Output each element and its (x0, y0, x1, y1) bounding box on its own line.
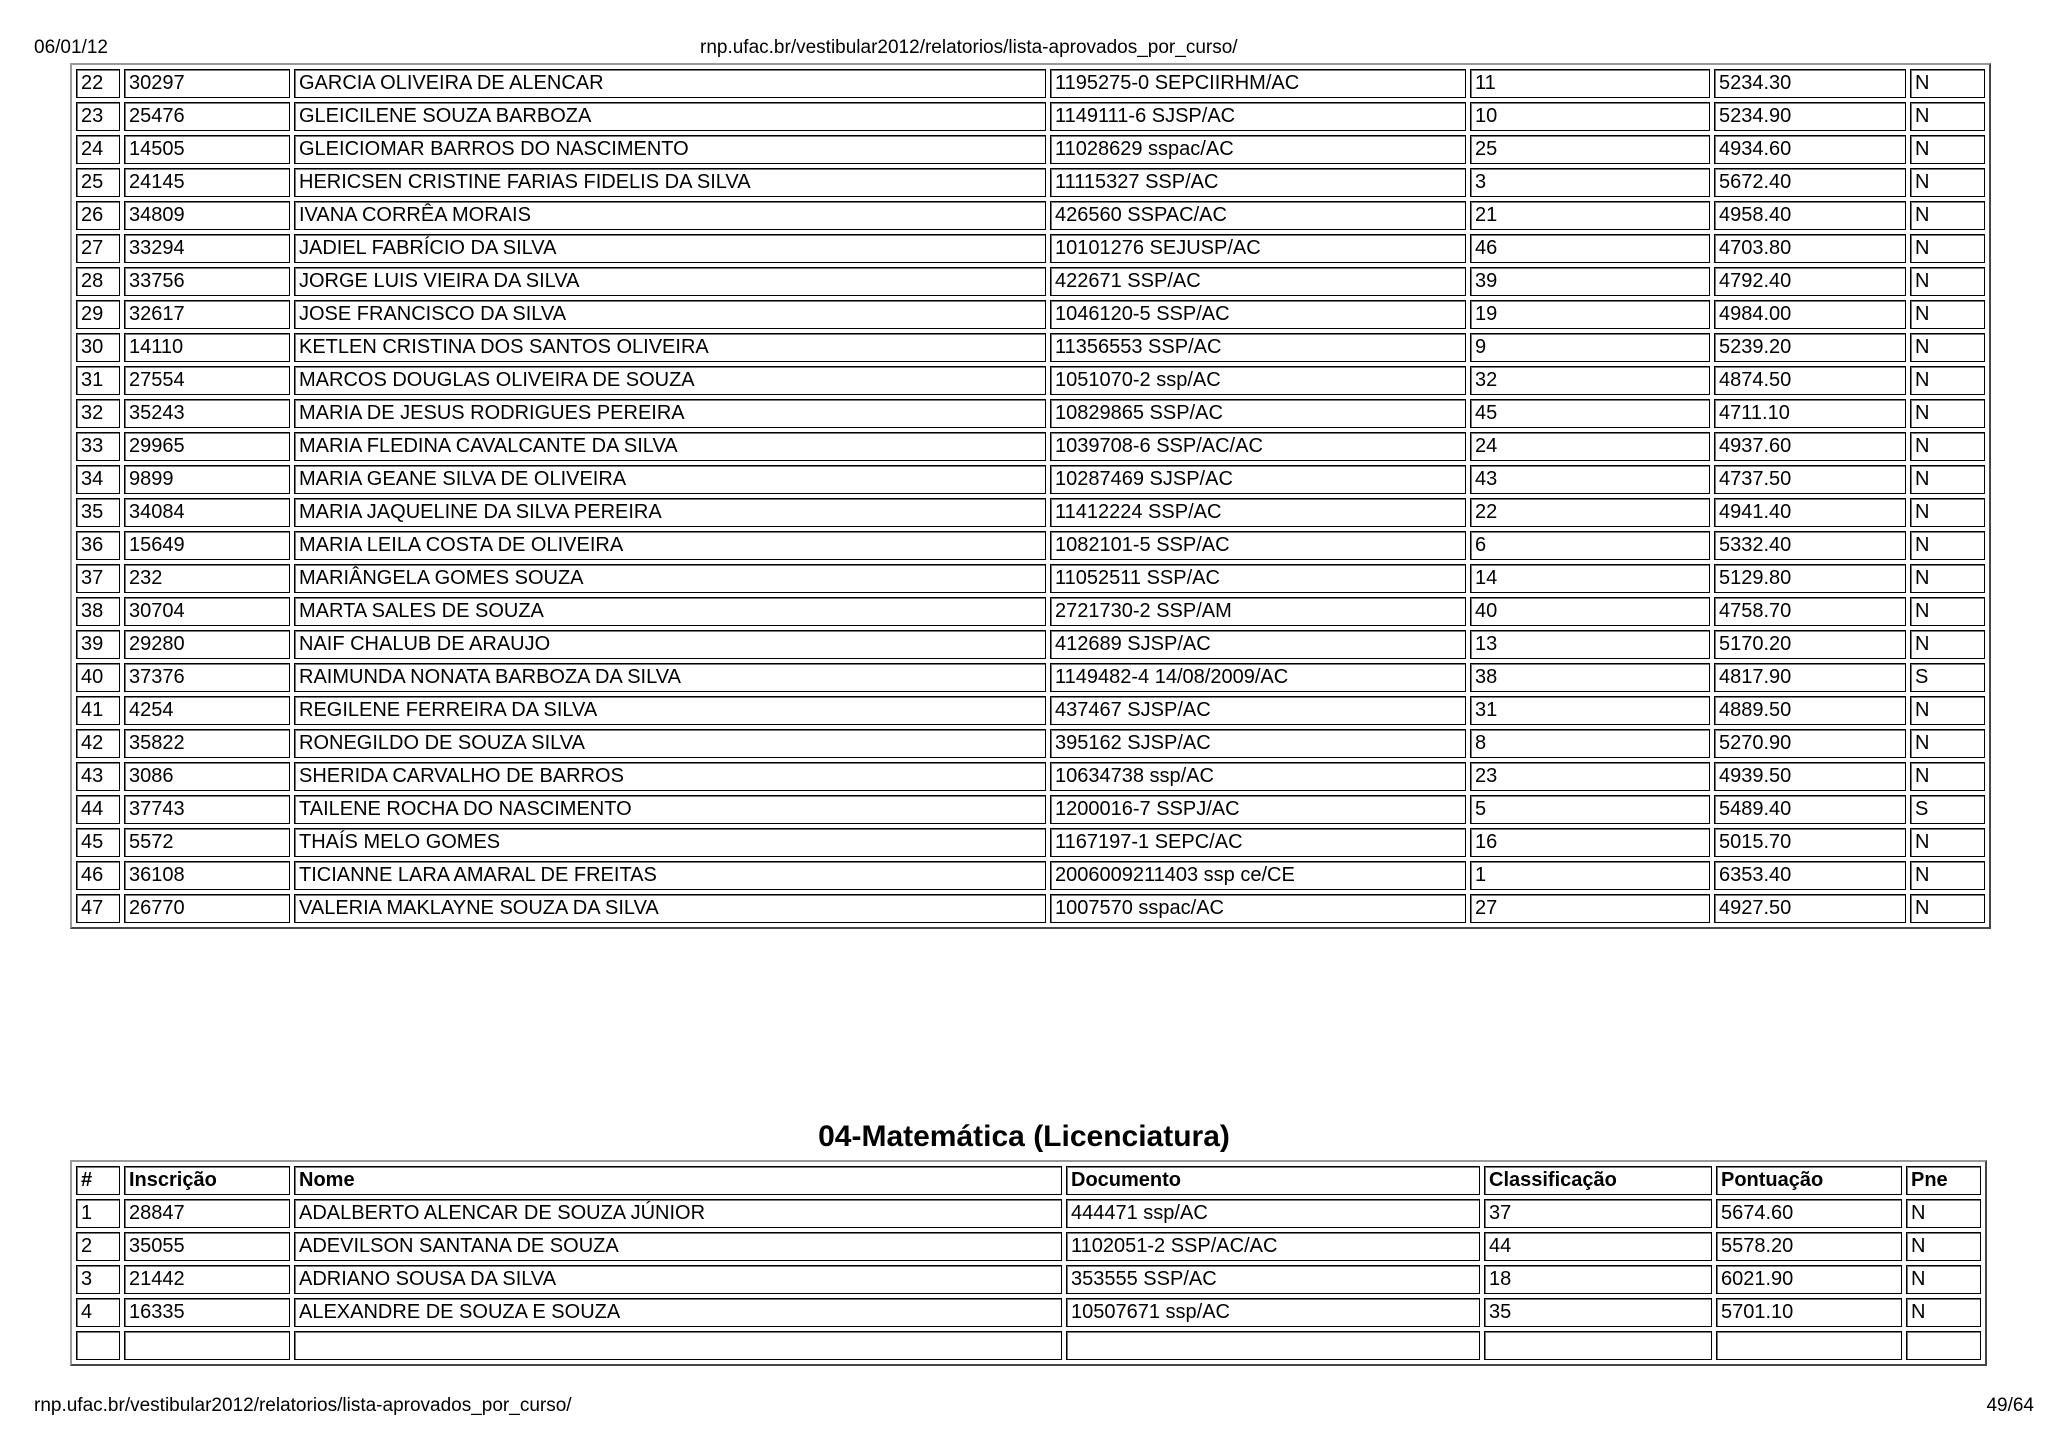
cell-pne: N (1910, 366, 1985, 395)
cell-pontuacao: 4889.50 (1714, 696, 1906, 725)
cell-documento: 395162 SJSP/AC (1050, 729, 1466, 758)
cell-empty (1066, 1331, 1480, 1360)
print-date: 06/01/12 (34, 37, 108, 58)
cell-pne: N (1910, 894, 1985, 923)
table-row (76, 498, 1985, 527)
cell-pne: N (1910, 630, 1985, 659)
cell-pne: N (1910, 267, 1985, 296)
cell-pontuacao: 5701.10 (1716, 1298, 1902, 1327)
cell-inscricao: 35243 (124, 399, 290, 428)
cell-pontuacao: 5234.30 (1714, 69, 1906, 98)
cell-documento: 1200016-7 SSPJ/AC (1050, 795, 1466, 824)
table-row (76, 663, 1985, 692)
cell-pontuacao: 5489.40 (1714, 795, 1906, 824)
cell-number: 1 (76, 1199, 120, 1228)
cell-pne: N (1910, 234, 1985, 263)
cell-inscricao: 24145 (124, 168, 290, 197)
cell-number: 2 (76, 1232, 120, 1261)
cell-nome: MARIA DE JESUS RODRIGUES PEREIRA (294, 399, 1046, 428)
cell-classificacao: 35 (1484, 1298, 1712, 1327)
cell-pne: N (1910, 762, 1985, 791)
cell-documento: 353555 SSP/AC (1066, 1265, 1480, 1294)
cell-documento: 1007570 sspac/AC (1050, 894, 1466, 923)
cell-nome: NAIF CHALUB DE ARAUJO (294, 630, 1046, 659)
cell-pontuacao: 4874.50 (1714, 366, 1906, 395)
table-row (76, 1232, 1981, 1261)
cell-pne: N (1910, 102, 1985, 131)
cell-pne: N (1910, 861, 1985, 890)
cell-nome: TICIANNE LARA AMARAL DE FREITAS (294, 861, 1046, 890)
cell-documento: 10829865 SSP/AC (1050, 399, 1466, 428)
cell-nome: GLEICILENE SOUZA BARBOZA (294, 102, 1046, 131)
cell-inscricao: 26770 (124, 894, 290, 923)
table-row (76, 366, 1985, 395)
cell-nome: GLEICIOMAR BARROS DO NASCIMENTO (294, 135, 1046, 164)
table-row (76, 267, 1985, 296)
cell-pontuacao: 4703.80 (1714, 234, 1906, 263)
cell-pne: N (1910, 300, 1985, 329)
table-row (76, 795, 1985, 824)
table-row (76, 828, 1985, 857)
cell-nome: IVANA CORRÊA MORAIS (294, 201, 1046, 230)
cell-empty (1484, 1331, 1712, 1360)
cell-pne: N (1910, 597, 1985, 626)
cell-pontuacao: 5332.40 (1714, 531, 1906, 560)
cell-number: 25 (76, 168, 120, 197)
cell-inscricao: 30297 (124, 69, 290, 98)
cell-nome: MARIA JAQUELINE DA SILVA PEREIRA (294, 498, 1046, 527)
cell-number: 24 (76, 135, 120, 164)
cell-number: 45 (76, 828, 120, 857)
cell-number: 47 (76, 894, 120, 923)
cell-number: 30 (76, 333, 120, 362)
cell-classificacao: 38 (1470, 663, 1710, 692)
cell-number: 44 (76, 795, 120, 824)
col-header-pne: Pne (1906, 1166, 1981, 1195)
cell-documento: 1082101-5 SSP/AC (1050, 531, 1466, 560)
cell-pontuacao: 5015.70 (1714, 828, 1906, 857)
cell-classificacao: 25 (1470, 135, 1710, 164)
cell-number: 36 (76, 531, 120, 560)
cell-pne: N (1910, 696, 1985, 725)
cell-inscricao: 4254 (124, 696, 290, 725)
cell-classificacao: 8 (1470, 729, 1710, 758)
cell-pne: N (1910, 168, 1985, 197)
cell-pontuacao: 5239.20 (1714, 333, 1906, 362)
cell-inscricao: 21442 (124, 1265, 290, 1294)
table-row (76, 1199, 1981, 1228)
cell-empty (1906, 1331, 1981, 1360)
cell-pne: N (1910, 201, 1985, 230)
cell-documento: 437467 SJSP/AC (1050, 696, 1466, 725)
cell-pontuacao: 5674.60 (1716, 1199, 1902, 1228)
cell-number: 28 (76, 267, 120, 296)
cell-classificacao: 31 (1470, 696, 1710, 725)
cell-number: 40 (76, 663, 120, 692)
cell-classificacao: 22 (1470, 498, 1710, 527)
cell-inscricao: 232 (124, 564, 290, 593)
cell-pontuacao: 5129.80 (1714, 564, 1906, 593)
cell-inscricao: 9899 (124, 465, 290, 494)
cell-inscricao: 14505 (124, 135, 290, 164)
table-row (76, 531, 1985, 560)
cell-inscricao: 34084 (124, 498, 290, 527)
table-row (76, 69, 1985, 98)
cell-classificacao: 6 (1470, 531, 1710, 560)
cell-number: 29 (76, 300, 120, 329)
cell-empty (294, 1331, 1062, 1360)
cell-number: 42 (76, 729, 120, 758)
cell-pontuacao: 5170.20 (1714, 630, 1906, 659)
cell-classificacao: 5 (1470, 795, 1710, 824)
col-header-nome: Nome (294, 1166, 1062, 1195)
cell-nome: ADALBERTO ALENCAR DE SOUZA JÚNIOR (294, 1199, 1062, 1228)
cell-pne: S (1910, 663, 1985, 692)
table-row (76, 300, 1985, 329)
cell-empty (1716, 1331, 1902, 1360)
table-row (76, 432, 1985, 461)
cell-pontuacao: 5578.20 (1716, 1232, 1902, 1261)
cell-inscricao: 25476 (124, 102, 290, 131)
cell-pontuacao: 5672.40 (1714, 168, 1906, 197)
cell-nome: GARCIA OLIVEIRA DE ALENCAR (294, 69, 1046, 98)
cell-nome: MARCOS DOUGLAS OLIVEIRA DE SOUZA (294, 366, 1046, 395)
col-header-pontuacao: Pontuação (1716, 1166, 1902, 1195)
cell-pontuacao: 4758.70 (1714, 597, 1906, 626)
cell-number: 41 (76, 696, 120, 725)
cell-classificacao: 37 (1484, 1199, 1712, 1228)
cell-documento: 2721730-2 SSP/AM (1050, 597, 1466, 626)
col-header-classificacao: Classificação (1484, 1166, 1712, 1195)
cell-pne: N (1910, 399, 1985, 428)
print-url-footer: rnp.ufac.br/vestibular2012/relatorios/lista-aprovados_por_curso/ (34, 1395, 572, 1416)
cell-pne: N (1906, 1298, 1981, 1327)
cell-nome: SHERIDA CARVALHO DE BARROS (294, 762, 1046, 791)
cell-classificacao: 13 (1470, 630, 1710, 659)
table-row (76, 234, 1985, 263)
cell-number: 32 (76, 399, 120, 428)
print-url-header: rnp.ufac.br/vestibular2012/relatorios/lista-aprovados_por_curso/ (700, 37, 1238, 58)
cell-pontuacao: 4817.90 (1714, 663, 1906, 692)
cell-inscricao: 34809 (124, 201, 290, 230)
cell-documento: 10287469 SJSP/AC (1050, 465, 1466, 494)
cell-nome: ADEVILSON SANTANA DE SOUZA (294, 1232, 1062, 1261)
col-header-documento: Documento (1066, 1166, 1480, 1195)
cell-classificacao: 46 (1470, 234, 1710, 263)
cell-nome: MARTA SALES DE SOUZA (294, 597, 1046, 626)
cell-pontuacao: 4737.50 (1714, 465, 1906, 494)
cell-pne: N (1906, 1232, 1981, 1261)
cell-documento: 412689 SJSP/AC (1050, 630, 1466, 659)
cell-pne: N (1910, 135, 1985, 164)
cell-documento: 1149111-6 SJSP/AC (1050, 102, 1466, 131)
cell-inscricao: 32617 (124, 300, 290, 329)
cell-pne: N (1910, 465, 1985, 494)
table-row (76, 102, 1985, 131)
cell-classificacao: 9 (1470, 333, 1710, 362)
table-row (76, 1298, 1981, 1327)
cell-documento: 10101276 SEJUSP/AC (1050, 234, 1466, 263)
cell-classificacao: 43 (1470, 465, 1710, 494)
table-row (76, 168, 1985, 197)
table-header-row (76, 1166, 1981, 1195)
cell-classificacao: 14 (1470, 564, 1710, 593)
cell-pontuacao: 4792.40 (1714, 267, 1906, 296)
cell-pne: N (1910, 69, 1985, 98)
cell-pontuacao: 5234.90 (1714, 102, 1906, 131)
cell-nome: ALEXANDRE DE SOUZA E SOUZA (294, 1298, 1062, 1327)
cell-nome: TAILENE ROCHA DO NASCIMENTO (294, 795, 1046, 824)
cell-pontuacao: 4937.60 (1714, 432, 1906, 461)
cell-inscricao: 3086 (124, 762, 290, 791)
cell-documento: 11052511 SSP/AC (1050, 564, 1466, 593)
table-row (76, 630, 1985, 659)
cell-documento: 11412224 SSP/AC (1050, 498, 1466, 527)
cell-pontuacao: 4927.50 (1714, 894, 1906, 923)
cell-documento: 1195275-0 SEPCIIRHM/AC (1050, 69, 1466, 98)
cell-inscricao: 37376 (124, 663, 290, 692)
table-row (76, 729, 1985, 758)
cell-inscricao: 35055 (124, 1232, 290, 1261)
cell-nome: THAÍS MELO GOMES (294, 828, 1046, 857)
cell-pne: N (1906, 1199, 1981, 1228)
cell-classificacao: 18 (1484, 1265, 1712, 1294)
table-row (76, 894, 1985, 923)
cell-number: 43 (76, 762, 120, 791)
cell-nome: MARIA LEILA COSTA DE OLIVEIRA (294, 531, 1046, 560)
cell-documento: 422671 SSP/AC (1050, 267, 1466, 296)
cell-empty (76, 1331, 120, 1360)
cell-pne: N (1910, 828, 1985, 857)
cell-classificacao: 1 (1470, 861, 1710, 890)
cell-inscricao: 35822 (124, 729, 290, 758)
cell-empty (124, 1331, 290, 1360)
section-title: 04-Matemática (Licenciatura) (818, 1120, 1230, 1153)
cell-classificacao: 10 (1470, 102, 1710, 131)
cell-documento: 10634738 ssp/AC (1050, 762, 1466, 791)
cell-pne: N (1910, 564, 1985, 593)
cell-pontuacao: 5270.90 (1714, 729, 1906, 758)
cell-inscricao: 36108 (124, 861, 290, 890)
cell-classificacao: 21 (1470, 201, 1710, 230)
cell-nome: MARIA FLEDINA CAVALCANTE DA SILVA (294, 432, 1046, 461)
cell-classificacao: 11 (1470, 69, 1710, 98)
table-row (76, 333, 1985, 362)
page-number: 49/64 (1986, 1395, 2034, 1416)
cell-number: 38 (76, 597, 120, 626)
cell-number: 23 (76, 102, 120, 131)
cell-documento: 426560 SSPAC/AC (1050, 201, 1466, 230)
approved-list-table-continued (70, 63, 1991, 929)
cell-inscricao: 37743 (124, 795, 290, 824)
cell-pontuacao: 6353.40 (1714, 861, 1906, 890)
cell-pontuacao: 4711.10 (1714, 399, 1906, 428)
table-row (76, 597, 1985, 626)
cell-classificacao: 32 (1470, 366, 1710, 395)
cell-documento: 1051070-2 ssp/AC (1050, 366, 1466, 395)
cell-number: 26 (76, 201, 120, 230)
cell-nome: MARIA GEANE SILVA DE OLIVEIRA (294, 465, 1046, 494)
cell-documento: 444471 ssp/AC (1066, 1199, 1480, 1228)
col-header-number: # (76, 1166, 120, 1195)
cell-nome: JORGE LUIS VIEIRA DA SILVA (294, 267, 1046, 296)
cell-pne: N (1910, 432, 1985, 461)
cell-documento: 2006009211403 ssp ce/CE (1050, 861, 1466, 890)
cell-pontuacao: 4958.40 (1714, 201, 1906, 230)
cell-documento: 1039708-6 SSP/AC/AC (1050, 432, 1466, 461)
cell-nome: RAIMUNDA NONATA BARBOZA DA SILVA (294, 663, 1046, 692)
cell-pne: N (1910, 498, 1985, 527)
approved-list-table-matematica (70, 1160, 1987, 1366)
cell-pontuacao: 4941.40 (1714, 498, 1906, 527)
table-row (76, 399, 1985, 428)
cell-number: 22 (76, 69, 120, 98)
cell-nome: ADRIANO SOUSA DA SILVA (294, 1265, 1062, 1294)
cell-inscricao: 29965 (124, 432, 290, 461)
cell-nome: HERICSEN CRISTINE FARIAS FIDELIS DA SILVA (294, 168, 1046, 197)
cell-classificacao: 39 (1470, 267, 1710, 296)
cell-pne: N (1910, 729, 1985, 758)
table-row (76, 564, 1985, 593)
cell-number: 27 (76, 234, 120, 263)
cell-inscricao: 16335 (124, 1298, 290, 1327)
table-row (76, 762, 1985, 791)
cell-classificacao: 40 (1470, 597, 1710, 626)
cell-nome: JOSE FRANCISCO DA SILVA (294, 300, 1046, 329)
cell-classificacao: 23 (1470, 762, 1710, 791)
cell-pontuacao: 6021.90 (1716, 1265, 1902, 1294)
cell-pontuacao: 4934.60 (1714, 135, 1906, 164)
cell-pontuacao: 4939.50 (1714, 762, 1906, 791)
cell-nome: REGILENE FERREIRA DA SILVA (294, 696, 1046, 725)
cell-nome: MARIÂNGELA GOMES SOUZA (294, 564, 1046, 593)
cell-documento: 10507671 ssp/AC (1066, 1298, 1480, 1327)
cell-inscricao: 28847 (124, 1199, 290, 1228)
cell-number: 39 (76, 630, 120, 659)
cell-number: 31 (76, 366, 120, 395)
cell-inscricao: 29280 (124, 630, 290, 659)
cell-number: 4 (76, 1298, 120, 1327)
cell-documento: 1149482-4 14/08/2009/AC (1050, 663, 1466, 692)
table-row (76, 696, 1985, 725)
cell-pne: N (1906, 1265, 1981, 1294)
col-header-inscricao: Inscrição (124, 1166, 290, 1195)
cell-number: 33 (76, 432, 120, 461)
table-row (76, 861, 1985, 890)
cell-inscricao: 33294 (124, 234, 290, 263)
cell-pne: N (1910, 531, 1985, 560)
cell-number: 3 (76, 1265, 120, 1294)
cell-number: 34 (76, 465, 120, 494)
table-row (76, 1265, 1981, 1294)
cell-inscricao: 30704 (124, 597, 290, 626)
cell-inscricao: 27554 (124, 366, 290, 395)
cell-pontuacao: 4984.00 (1714, 300, 1906, 329)
cell-classificacao: 45 (1470, 399, 1710, 428)
cell-pne: S (1910, 795, 1985, 824)
cell-nome: RONEGILDO DE SOUZA SILVA (294, 729, 1046, 758)
cell-number: 35 (76, 498, 120, 527)
cell-nome: VALERIA MAKLAYNE SOUZA DA SILVA (294, 894, 1046, 923)
cell-documento: 1046120-5 SSP/AC (1050, 300, 1466, 329)
table-row-cutoff (76, 1331, 1981, 1360)
cell-inscricao: 15649 (124, 531, 290, 560)
cell-inscricao: 33756 (124, 267, 290, 296)
cell-number: 37 (76, 564, 120, 593)
cell-nome: KETLEN CRISTINA DOS SANTOS OLIVEIRA (294, 333, 1046, 362)
cell-classificacao: 44 (1484, 1232, 1712, 1261)
cell-documento: 11356553 SSP/AC (1050, 333, 1466, 362)
cell-inscricao: 5572 (124, 828, 290, 857)
cell-documento: 11115327 SSP/AC (1050, 168, 1466, 197)
cell-classificacao: 16 (1470, 828, 1710, 857)
cell-inscricao: 14110 (124, 333, 290, 362)
cell-classificacao: 24 (1470, 432, 1710, 461)
cell-documento: 1167197-1 SEPC/AC (1050, 828, 1466, 857)
cell-documento: 1102051-2 SSP/AC/AC (1066, 1232, 1480, 1261)
cell-pne: N (1910, 333, 1985, 362)
cell-documento: 11028629 sspac/AC (1050, 135, 1466, 164)
table-row (76, 465, 1985, 494)
table-row (76, 135, 1985, 164)
cell-classificacao: 19 (1470, 300, 1710, 329)
cell-nome: JADIEL FABRÍCIO DA SILVA (294, 234, 1046, 263)
cell-classificacao: 3 (1470, 168, 1710, 197)
cell-classificacao: 27 (1470, 894, 1710, 923)
cell-number: 46 (76, 861, 120, 890)
table-row (76, 201, 1985, 230)
